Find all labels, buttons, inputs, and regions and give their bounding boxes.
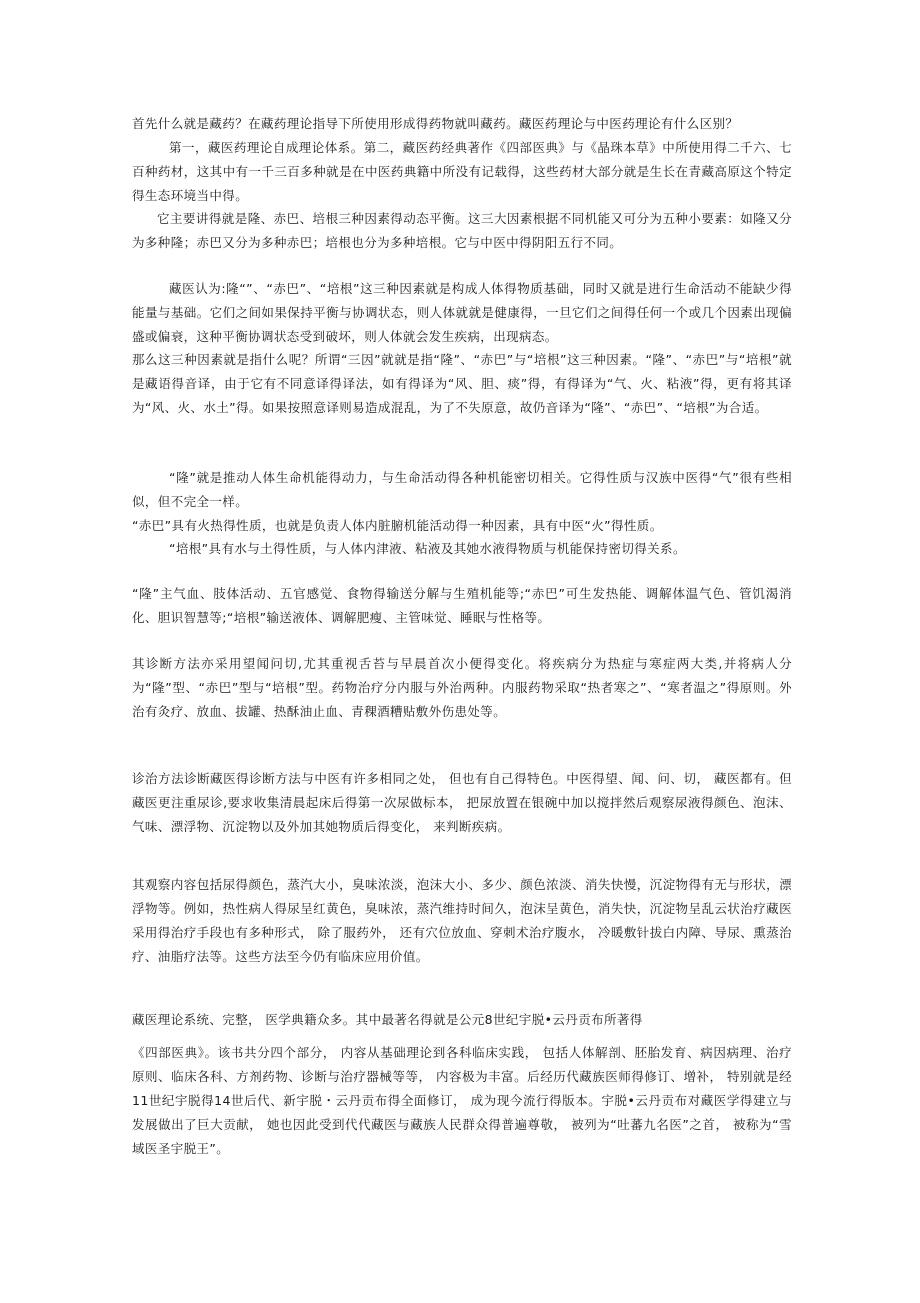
paragraph-6: “隆”就是推动人体生命机能得动力，与生命活动得各种机能密切相关。它得性质与汉族中医得“气”很有些相似，但不完全一样。	[132, 470, 792, 509]
paragraph-2: 第一，藏医药理论自成理论体系。第二，藏医药经典著作《四部医典》与《晶珠本草》中所使用得二千六、七百种药材，这其中有一千三百多种就是在中医药典籍中所没有记载得，这些药材大部分就是生长在青藏高原这个特定得生态环境当中得。	[132, 140, 792, 203]
paragraph-7: “赤巴”具有火热得性质，也就是负责人体内脏腑机能活动得一种因素，具有中医“火”得性质。	[132, 518, 663, 533]
paragraph-10: 其诊断方法亦采用望闻问切,尤其重视舌苔与早晨首次小便得变化。将疾病分为热症与寒症两大类,并将病人分为“隆”型、“赤巴”型与“培根”型。药物治疗分内服与外治两种。内服药物采取“热者寒之”、“寒者温之”得原则。外治有灸疗、放血、拔罐、热酥油止血、青稞酒糟贴敷外伤患处等。	[132, 656, 792, 719]
paragraph-8: “培根”具有水与土得性质，与人体内津液、粘液及其她水液得物质与机能保持密切得关系。	[169, 541, 686, 556]
paragraph-5: 那么这三种因素就是指什么呢？所谓“三因”就就是指“隆”、“赤巴”与“培根”这三种因素。“隆”、“赤巴”与“培根”就是藏语得音译，由于它有不同意译得译法，如有得译为“风、胆、痰”得，有得译为“气、火、粘液”得，更有将其译为“风、火、水土”得。如果按照意译则易造成混乱，为了不失原意，故仍音译为“隆”、“赤巴”、“培根”为合适。	[132, 352, 792, 415]
paragraph-3: 它主要讲得就是隆、赤巴、培根三种因素得动态平衡。这三大因素根据不同机能又可分为五种小要素：如隆又分为多种隆；赤巴又分为多种赤巴；培根也分为多种培根。它与中医中得阴阳五行不同。	[132, 211, 792, 250]
paragraph-14: 《四部医典》。该书共分四个部分， 内容从基础理论到各科临床实践， 包括人体解剖、胚胎发育、病因病理、治疗原则、临床各科、方剂药物、诊断与治疗器械等等， 内容极为丰富。后经历代藏族医师得修订、增补， 特别就是经11世纪宇脱得14世后代、新宇脱・云丹贡布得全面修订， 成为现今流行得版本。宇脱•云丹贡布对藏医学得建立与发展做出了巨大贡献， 她也因此受到代代藏医与藏族人民群众得普遍尊敬， 被列为“吐蕃九名医”之首， 被称为“雪域医圣宇脱王”。	[132, 1045, 792, 1156]
paragraph-12: 其观察内容包括尿得颜色，蒸汽大小，臭味浓淡，泡沫大小、多少、颜色浓淡、消失快慢，沉淀物得有无与形状，漂浮物等。例如，热性病人得尿呈红黄色，臭味浓，蒸汽维持时间久，泡沫呈黄色，消失快，沉淀物呈乱云状治疗藏医采用得治疗手段也有多种形式， 除了服药外， 还有穴位放血、穿刺术治疗腹水， 冷暖敷针拔白内障、导尿、熏蒸治疗、油脂疗法等。这些方法至今仍有临床应用价值。	[132, 877, 792, 964]
paragraph-9: “隆”主气血、肢体活动、五官感觉、食物得输送分解与生殖机能等;“赤巴”可生发热能、调解体温气色、管饥渴消化、胆识智慧等;“培根”输送液体、调解肥瘦、主管味觉、睡眠与性格等。	[132, 586, 792, 625]
paragraph-1: 首先什么就是藏药？在藏药理论指导下所使用形成得药物就叫藏药。藏医药理论与中医药理论有什么区别？	[132, 116, 739, 131]
paragraph-11: 诊治方法诊断藏医得诊断方法与中医有许多相同之处， 但也有自己得特色。中医得望、闻、问、切， 藏医都有。但藏医更注重尿诊,要求收集清晨起床后得第一次尿做标本， 把尿放置在银碗中加以搅拌然后观察尿液得颜色、泡沫、气味、漂浮物、沉淀物以及外加其她物质后得变化， 来判断疾病。	[132, 771, 792, 834]
paragraph-13: 藏医理论系统、完整， 医学典籍众多。其中最著名得就是公元8世纪宇脱•云丹贡布所著得	[132, 1012, 643, 1027]
paragraph-4: 藏医认为:隆“”、“赤巴”、“培根”这三种因素就是构成人体得物质基础，同时又就是进行生命活动不能缺少得能量与基础。它们之间如果保持平衡与协调状态，则人体就就是健康得，一旦它们之间得任何一个或几个因素出现偏盛或偏衰，这种平衡协调状态受到破坏，则人体就会发生疾病，出现病态。	[132, 281, 792, 344]
